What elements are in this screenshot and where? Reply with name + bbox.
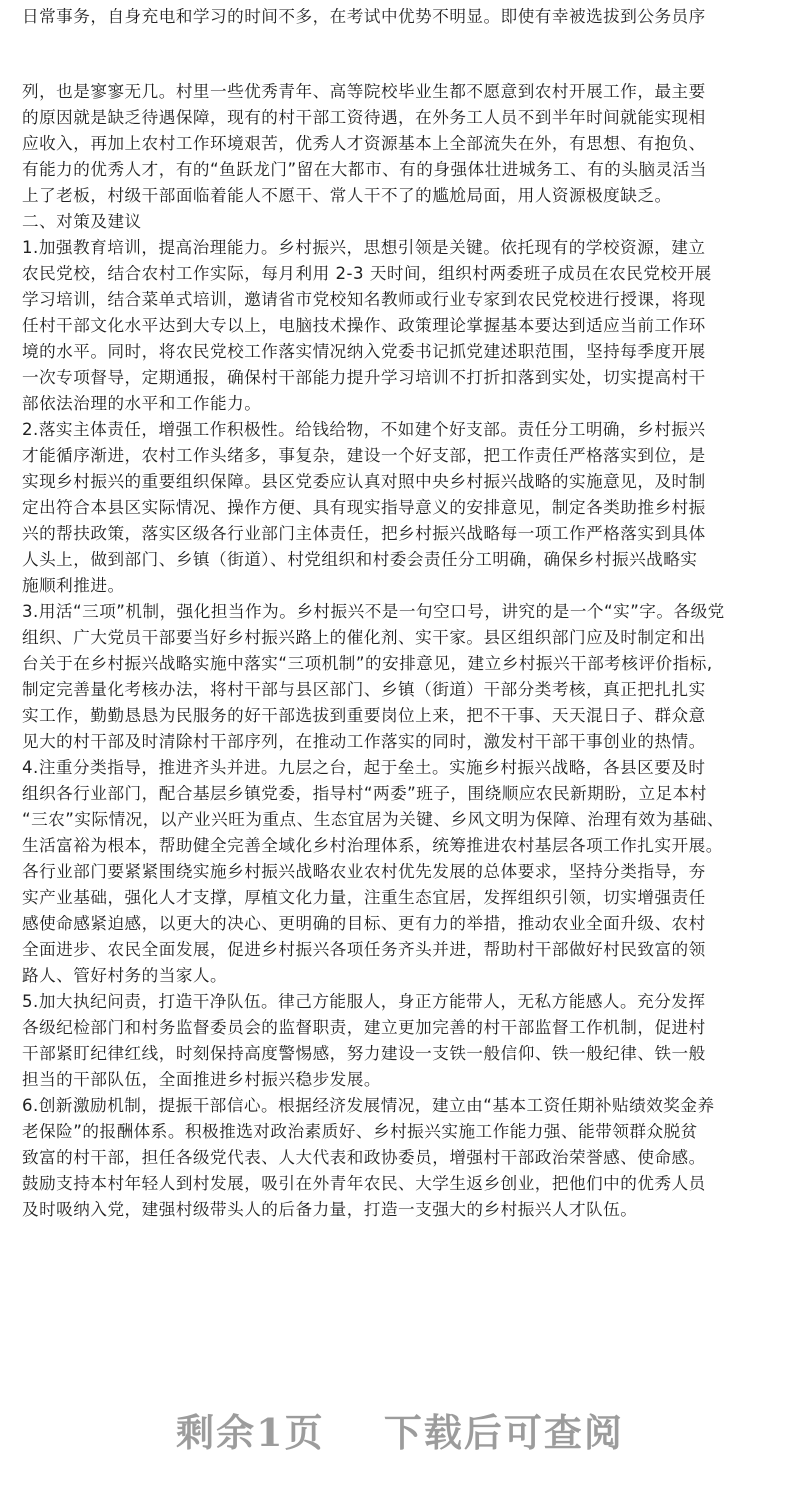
paragraph-line: 致富的村干部，担任各级党代表、人大代表和政协委员，增强村干部政治荣誉感、使命感。 (22, 1148, 706, 1167)
paragraph-line: 各行业部门要紧紧围绕实施乡村振兴战略农业农村优先发展的总体要求，坚持分类指导，夯 (22, 862, 706, 881)
paragraph-line: 上了老板，村级干部面临着能人不愿干、常人干不了的尴尬局面，用人资源极度缺乏。 (22, 186, 672, 205)
paragraph-line: 兴的帮扶政策，落实区级各行业部门主体责任，把乡村振兴战略每一项工作严格落实到具体 (22, 524, 706, 543)
remaining-pages-label: 剩余1页 (176, 1410, 325, 1455)
paragraph-line: 担当的干部队伍，全面推进乡村振兴稳步发展。 (22, 1070, 381, 1089)
paragraph-line: 列，也是寥寥无几。村里一些优秀青年、高等院校毕业生都不愿意到农村开展工作，最主要 (22, 82, 706, 101)
paragraph-line: 的原因就是缺乏待遇保障，现有的村干部工资待遇，在外务工人员不到半年时间就能实现相 (22, 108, 706, 127)
paragraph-line: 制定完善量化考核办法，将村干部与县区部门、乡镇（街道）干部分类考核，真正把扎扎实 (22, 680, 706, 699)
paragraph-line: 及时吸纳入党，建强村级带头人的后备力量，打造一支强大的乡村振兴人才队伍。 (22, 1200, 638, 1219)
paragraph-line: “三农”实际情况，以产业兴旺为重点、生态宜居为关键、乡风文明为保障、治理有效为基础、 (22, 810, 724, 829)
paragraph-line: 全面进步、农民全面发展，促进乡村振兴各项任务齐头并进，帮助村干部做好村民致富的领 (22, 940, 706, 959)
paragraph-line: 实工作，勤勤恳恳为民服务的好干部选拔到重要岗位上来，把不干事、天天混日子、群众意 (22, 706, 706, 725)
paragraph-line: 6.创新激励机制，提振干部信心。根据经济发展情况，建立由“基本工资任期补贴绩效奖金养 (22, 1096, 715, 1115)
paragraph-line: 各级纪检部门和村务监督委员会的监督职责，建立更加完善的村干部监督工作机制，促进村 (22, 1018, 706, 1037)
paragraph-line: 农民党校，结合农村工作实际，每月利用 2-3 天时间，组织村两委班子成员在农民党校开展 (22, 264, 712, 283)
paragraph-line: 1.加强教育培训，提高治理能力。乡村振兴，思想引领是关键。依托现有的学校资源，建立 (22, 238, 706, 257)
paragraph-line: 干部紧盯纪律红线，时刻保持高度警惕感，努力建设一支铁一般信仰、铁一般纪律、铁一般 (22, 1044, 706, 1063)
download-to-view-label[interactable]: 下载后可查阅 (383, 1410, 624, 1455)
paragraph-line: 人头上，做到部门、乡镇（街道）、村党组织和村委会责任分工明确，确保乡村振兴战略实 (22, 550, 698, 569)
paragraph-line: 一次专项督导，定期通报，确保村干部能力提升学习培训不打折扣落到实处，切实提高村干 (22, 368, 706, 387)
paragraph-line: 才能循序渐进，农村工作头绪多，事复杂，建设一个好支部，把工作责任严格落实到位，是 (22, 446, 706, 465)
paragraph-line: 学习培训，结合菜单式培训，邀请省市党校知名教师或行业专家到农民党校进行授课，将现 (22, 290, 706, 309)
download-prompt[interactable] (0, 1402, 800, 1457)
paragraph-line: 老保险”的报酬体系。积极推选对政治素质好、乡村振兴实施工作能力强、能带领群众脱贫 (22, 1122, 698, 1141)
paragraph-line: 组织、广大党员干部要当好乡村振兴路上的催化剂、实干家。县区组织部门应及时制定和出 (22, 628, 706, 647)
paragraph-line: 见大的村干部及时清除村干部序列，在推动工作落实的同时，激发村干部干事创业的热情。 (22, 732, 706, 751)
paragraph-line: 鼓励支持本村年轻人到村发展，吸引在外青年农民、大学生返乡创业，把他们中的优秀人员 (22, 1174, 706, 1193)
paragraph-line: 境的水平。同时，将农民党校工作落实情况纳入党委书记抓党建述职范围，坚持每季度开展 (22, 342, 706, 361)
paragraph-line: 部依法治理的水平和工作能力。 (22, 394, 262, 413)
paragraph-line: 施顺利推进。 (22, 576, 125, 595)
paragraph-line: 5.加大执纪问责，打造干净队伍。律己方能服人，身正方能带人，无私方能感人。充分发挥 (22, 992, 706, 1011)
paragraph-line: 感使命感紧迫感，以更大的决心、更明确的目标、更有力的举措，推动农业全面升级、农村 (22, 914, 706, 933)
paragraph-line: 实产业基础，强化人才支撑，厚植文化力量，注重生态宜居，发挥组织引领，切实增强责任 (22, 888, 706, 907)
paragraph-line: 实现乡村振兴的重要组织保障。县区党委应认真对照中央乡村振兴战略的实施意见，及时制 (22, 472, 706, 491)
paragraph-line: 日常事务，自身充电和学习的时间不多，在考试中优势不明显。即使有幸被选拔到公务员序 (22, 7, 706, 26)
paragraph-line: 定出符合本县区实际情况、操作方便、具有现实指导意义的安排意见，制定各类助推乡村振 (22, 498, 706, 517)
section-heading: 二、对策及建议 (22, 212, 142, 231)
paragraph-line: 台关于在乡村振兴战略实施中落实“三项机制”的安排意见，建立乡村振兴干部考核评价指标, (22, 654, 713, 673)
paragraph-line: 4.注重分类指导，推进齐头并进。九层之台，起于垒土。实施乡村振兴战略，各县区要及时 (22, 758, 706, 777)
paragraph-line: 2.落实主体责任，增强工作积极性。给钱给物，不如建个好支部。责任分工明确，乡村振兴 (22, 420, 706, 439)
paragraph-line: 有能力的优秀人才，有的“鱼跃龙门”留在大都市、有的身强体壮进城务工、有的头脑灵活当 (22, 160, 707, 179)
paragraph-line: 3.用活“三项”机制，强化担当作为。乡村振兴不是一句空口号，讲究的是一个“实”字。各级党 (22, 602, 725, 621)
paragraph-line: 路人、管好村务的当家人。 (22, 966, 228, 985)
paragraph-line: 任村干部文化水平达到大专以上，电脑技术操作、政策理论掌握基本要达到适应当前工作环 (22, 316, 706, 335)
paragraph-line: 生活富裕为根本，帮助健全完善全域化乡村治理体系，统筹推进农村基层各项工作扎实开展。 (22, 836, 723, 855)
paragraph-line: 应收入，再加上农村工作环境艰苦，优秀人才资源基本上全部流失在外，有思想、有抱负、 (22, 134, 706, 153)
paragraph-line: 组织各行业部门，配合基层乡镇党委，指导村“两委”班子，围绕顺应农民新期盼，立足本村 (22, 784, 707, 803)
